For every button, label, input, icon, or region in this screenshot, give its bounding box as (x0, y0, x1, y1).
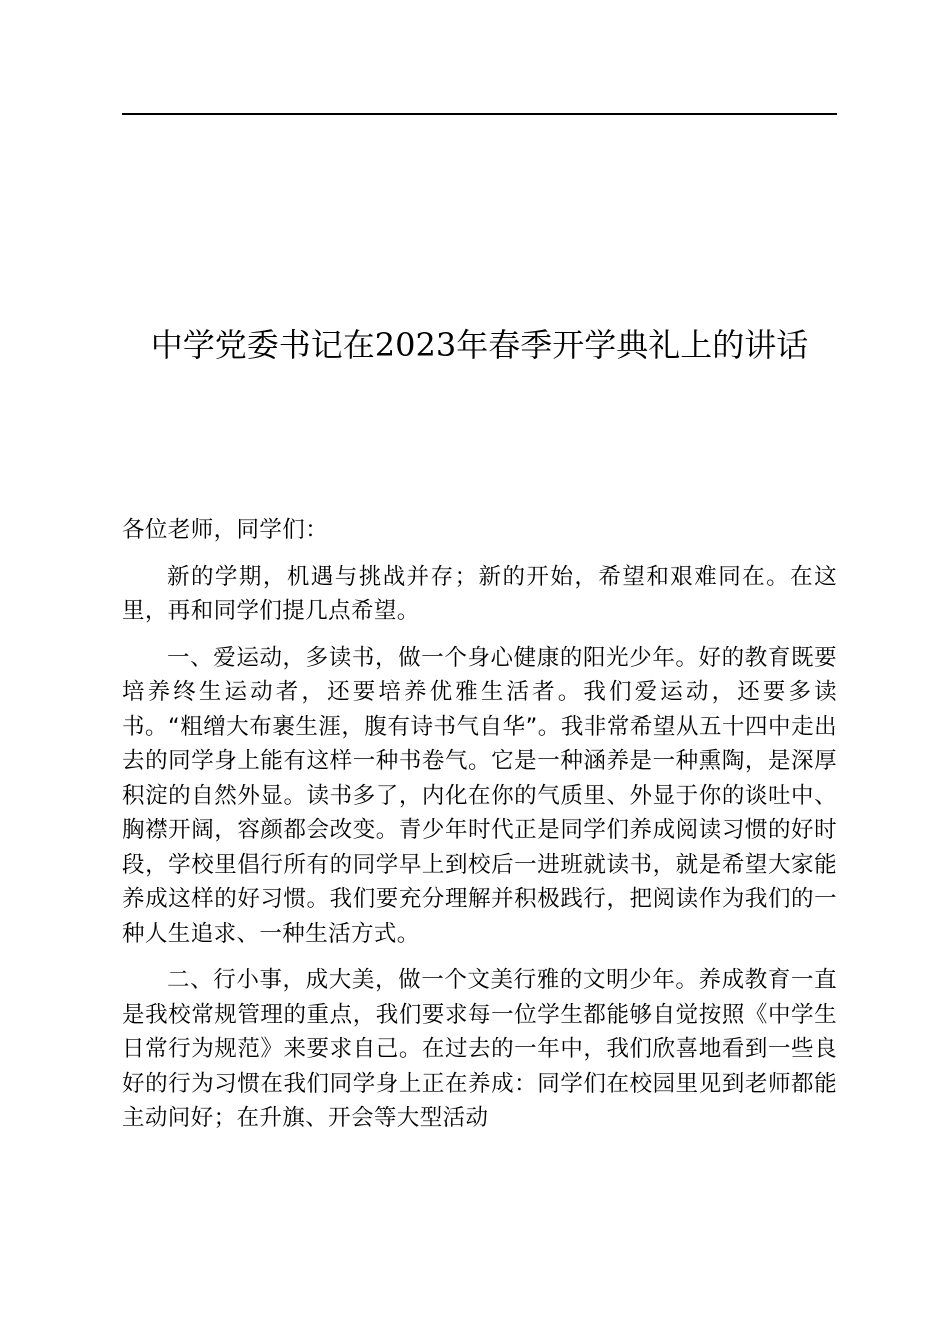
paragraph: 新的学期，机遇与挑战并存；新的开始，希望和艰难同在。在这里，再和同学们提几点希望。 (122, 563, 837, 624)
document-title: 中学党委书记在2023年春季开学典礼上的讲话 (150, 326, 809, 364)
salutation: 各位老师，同学们： (122, 517, 329, 543)
document-body (122, 513, 837, 1148)
header-rule (122, 113, 837, 115)
paragraph: 一、爱运动，多读书，做一个身心健康的阳光少年。好的教育既要培养终生运动者，还要培养优雅生活者。我们爱运动，还要多读书。“粗缯大布裹生涯，腹有诗书气自华”。我非常希望从五十四中走出去的同学身上能有这样一种书卷气。它是一种涵养是一种熏陶，是深厚积淀的自然外显。读书多了，内化在你的气质里、外显于你的谈吐中、胸襟开阔，容颜都会改变。青少年时代正是同学们养成阅读习惯的好时段，学校里倡行所有的同学早上到校后一进班就读书，就是希望大家能养成这样的好习惯。我们要充分理解并积极践行，把阅读作为我们的一种人生追求、一种生活方式。 (122, 644, 837, 947)
paragraph: 二、行小事，成大美，做一个文美行雅的文明少年。养成教育一直是我校常规管理的重点，我们要求每一位学生都能够自觉按照《中学生日常行为规范》来要求自己。在过去的一年中，我们欣喜地看到一些良好的行为习惯在我们同学身上正在养成：同学们在校园里见到老师都能主动问好；在升旗、开会等大型活动 (122, 967, 837, 1131)
